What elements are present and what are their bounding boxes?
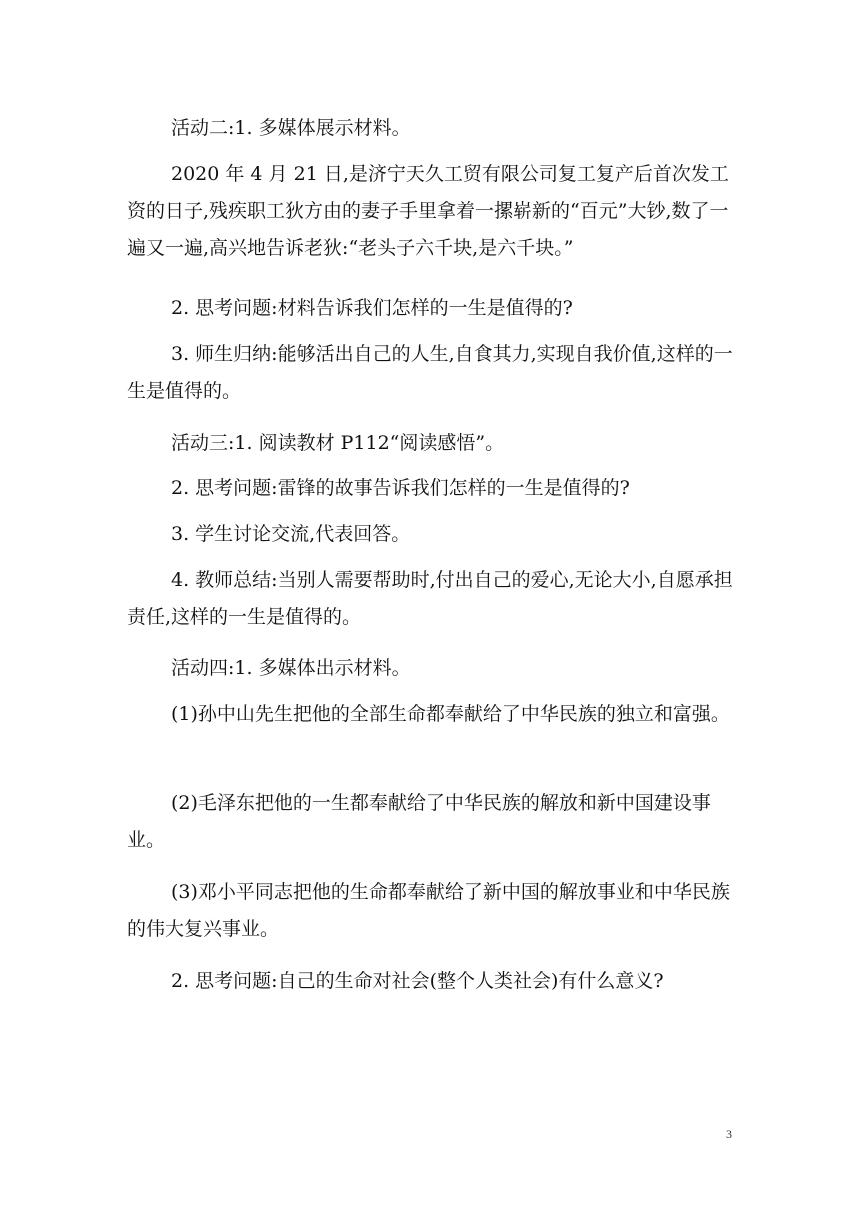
paragraph-teacher-summary: 4. 教师总结:当别人需要帮助时,付出自己的爱心,无论大小,自愿承担责任,这样的一生是值得的。 <box>127 569 733 628</box>
paragraph-material-sun: (1)孙中山先生把他的全部生命都奉献给了中华民族的独立和富强。 <box>171 703 730 725</box>
paragraph-material-deng: (3)邓小平同志把他的生命都奉献给了新中国的解放事业和中华民族的伟大复兴事业。 <box>127 881 730 940</box>
page-number: 3 <box>726 1127 732 1141</box>
paragraph-question-two: 2. 思考问题:雷锋的故事告诉我们怎样的一生是值得的? <box>171 477 630 499</box>
paragraph-activity-two: 活动二:1. 多媒体展示材料。 <box>171 117 411 139</box>
paragraph-summary-one: 3. 师生归纳:能够活出自己的人生,自食其力,实现自我价值,这样的一生是值得的。 <box>127 343 733 402</box>
paragraph-question-one: 2. 思考问题:材料告诉我们怎样的一生是值得的? <box>171 297 573 319</box>
paragraph-material-mao: (2)毛泽东把他的一生都奉献给了中华民族的解放和新中国建设事业。 <box>127 792 711 851</box>
paragraph-material-story: 2020 年 4 月 21 日,是济宁天久工贸有限公司复工复产后首次发工资的日子,残疾职工狄方由的妻子手里拿着一摞崭新的“百元”大钞,数了一遍又一遍,高兴地告诉老狄:“老头子六千块,是六千块。” <box>127 163 729 259</box>
paragraph-activity-four: 活动四:1. 多媒体出示材料。 <box>171 657 411 679</box>
paragraph-question-three: 2. 思考问题:自己的生命对社会(整个人类社会)有什么意义? <box>171 970 664 992</box>
paragraph-discussion: 3. 学生讨论交流,代表回答。 <box>171 523 411 545</box>
paragraph-activity-three: 活动三:1. 阅读教材 P112“阅读感悟”。 <box>171 432 505 454</box>
